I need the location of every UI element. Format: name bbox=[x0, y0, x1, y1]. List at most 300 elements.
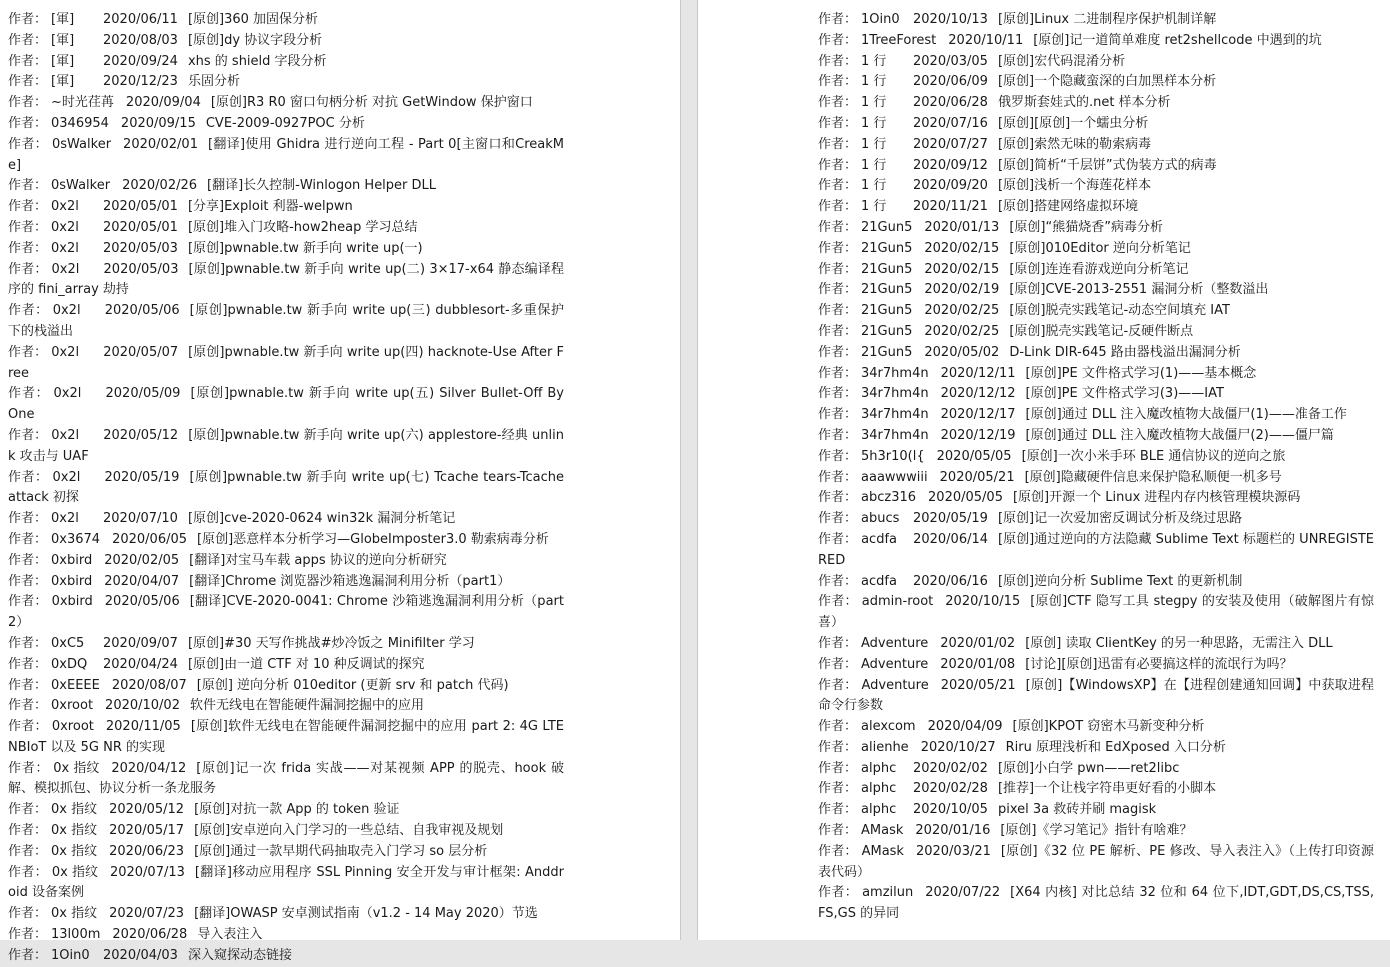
author-label: 作者： bbox=[818, 365, 858, 381]
article-title: [原创]隐藏硬件信息来保护隐私顺便一机多号 bbox=[1024, 469, 1282, 485]
author-label: 作者： bbox=[8, 219, 48, 235]
article-title: [原创]简析“千层饼”式伪装方式的病毒 bbox=[997, 157, 1217, 173]
article-title: [原创]脱壳实践笔记-反硬件断点 bbox=[1009, 323, 1194, 339]
article-entry bbox=[818, 655, 1374, 676]
article-entry bbox=[8, 197, 564, 218]
publish-date: 2020/08/07 bbox=[111, 677, 187, 693]
article-title: CVE-2009-0927POC 分析 bbox=[205, 115, 365, 131]
publish-date: 2020/07/10 bbox=[103, 511, 178, 527]
article-entry bbox=[818, 509, 1374, 530]
author-name: 1 行 bbox=[861, 178, 887, 194]
publish-date: 2020/07/27 bbox=[913, 136, 988, 152]
author-label: 作者： bbox=[8, 469, 49, 485]
author-name: 21Gun5 bbox=[861, 282, 913, 298]
publish-date: 2020/05/01 bbox=[103, 219, 178, 235]
article-title: [原创]CVE-2013-2551 漏洞分析（整数溢出 bbox=[1009, 282, 1269, 298]
author-name: 0x2l bbox=[51, 427, 80, 443]
author-label: 作者： bbox=[818, 32, 858, 48]
author-label: 作者： bbox=[818, 12, 858, 27]
author-name: 0x3674 bbox=[51, 531, 101, 547]
article-entry bbox=[818, 488, 1374, 509]
article-title: [原创]由一道 CTF 对 10 种反调试的探究 bbox=[187, 656, 425, 672]
publish-date: 2020/07/13 bbox=[109, 864, 185, 880]
author-name: 0x 指纹 bbox=[51, 823, 98, 839]
author-name: 0x2l bbox=[51, 344, 80, 360]
author-name: 5h3r10(l{ bbox=[861, 448, 925, 464]
publish-date: 2020/06/14 bbox=[913, 531, 989, 547]
author-name: 21Gun5 bbox=[861, 303, 913, 319]
author-name: 1 行 bbox=[861, 74, 887, 90]
author-label: 作者： bbox=[8, 947, 48, 963]
article-entry bbox=[8, 863, 564, 905]
author-name: 0xroot bbox=[51, 698, 94, 714]
article-title: [原创]记一次 frida 实战——对某视频 APP 的脱壳、hook 破解、模拟抓包、协议分析一条龙服务 bbox=[8, 760, 564, 797]
author-label: 作者： bbox=[8, 719, 48, 735]
article-title: [原创]#30 天写作挑战#炒冷饭之 Minifilter 学习 bbox=[187, 635, 475, 651]
article-title: [原创]PE 文件格式学习(3)——IAT bbox=[1025, 386, 1224, 402]
author-name: 1 行 bbox=[861, 136, 887, 152]
article-entry bbox=[8, 572, 564, 593]
publish-date: 2020/09/07 bbox=[103, 635, 178, 651]
publish-date: 2020/02/28 bbox=[913, 781, 988, 797]
article-title: 导入表注入 bbox=[197, 927, 263, 943]
author-name: 0xDQ bbox=[51, 656, 88, 672]
article-title: [原创]PE 文件格式学习(1)——基本概念 bbox=[1025, 365, 1257, 381]
publish-date: 2020/01/16 bbox=[915, 823, 991, 839]
article-title: [原创]《学习笔记》指针有啥难？ bbox=[1000, 823, 1193, 839]
author-label: 作者： bbox=[8, 115, 48, 131]
publish-date: 2020/06/23 bbox=[109, 843, 185, 859]
author-label: 作者： bbox=[818, 469, 858, 485]
article-title: [原创]小白学 pwn——ret2libc bbox=[997, 760, 1180, 776]
article-title: [翻译]移动应用程序 SSL Pinning 安全开发与审计框架: Anddroid 设备案例 bbox=[8, 864, 564, 901]
article-title: [原创]一个隐藏蛮深的白加黑样本分析 bbox=[997, 74, 1217, 90]
article-title: [原创]脱壳实践笔记-动态空间填充 IAT bbox=[1009, 303, 1230, 319]
author-name: 21Gun5 bbox=[861, 219, 913, 235]
article-entry bbox=[8, 676, 564, 697]
author-name: [軍] bbox=[51, 53, 75, 69]
article-title: [原创]《32 位 PE 解析、PE 修改、导入表注入》（上传打印资源表代码） bbox=[818, 843, 1374, 880]
article-entry bbox=[818, 384, 1374, 405]
publish-date: 2020/02/26 bbox=[122, 178, 198, 194]
author-label: 作者： bbox=[818, 802, 858, 818]
publish-date: 2020/03/21 bbox=[915, 843, 991, 859]
author-label: 作者： bbox=[8, 386, 50, 402]
author-name: 0xC5 bbox=[51, 635, 85, 651]
author-label: 作者： bbox=[818, 594, 858, 610]
author-label: 作者： bbox=[8, 240, 48, 256]
article-entry bbox=[818, 10, 1374, 31]
author-label: 作者： bbox=[8, 698, 48, 714]
publish-date: 2020/03/05 bbox=[913, 53, 988, 69]
article-entry bbox=[818, 364, 1374, 385]
author-label: 作者： bbox=[818, 386, 858, 402]
article-title: [原创]KPOT 窃密木马新变种分析 bbox=[1012, 719, 1205, 735]
author-label: 作者： bbox=[8, 823, 48, 839]
article-title: [原创]pwnable.tw 新手向 write up(七) Tcache tears-Tcache attack 初探 bbox=[8, 469, 564, 506]
publish-date: 2020/04/03 bbox=[103, 947, 178, 963]
publish-date: 2020/05/21 bbox=[939, 469, 1015, 485]
publish-date: 2020/05/12 bbox=[103, 427, 179, 443]
article-entry bbox=[818, 779, 1374, 800]
author-label: 作者： bbox=[8, 199, 48, 215]
author-label: 作者： bbox=[8, 531, 48, 547]
author-name: 21Gun5 bbox=[861, 261, 913, 277]
article-title: [原创]通过 DLL 注入魔改植物大战僵尸(1)——准备工作 bbox=[1025, 407, 1347, 423]
publish-date: 2020/05/03 bbox=[103, 240, 178, 256]
author-name: 0x 指纹 bbox=[53, 760, 100, 776]
article-title: [原创]索然无味的勒索病毒 bbox=[997, 136, 1152, 152]
article-entry bbox=[818, 572, 1374, 593]
article-title: [翻译]长久控制-Winlogon Helper DLL bbox=[207, 178, 437, 194]
author-label: 作者： bbox=[8, 635, 48, 651]
author-label: 作者： bbox=[818, 219, 858, 235]
publish-date: 2020/05/09 bbox=[105, 386, 181, 402]
author-label: 作者： bbox=[818, 240, 858, 256]
article-entry bbox=[818, 405, 1374, 426]
publish-date: 2020/05/05 bbox=[936, 448, 1012, 464]
author-name: 21Gun5 bbox=[861, 240, 913, 256]
publish-date: 2020/05/07 bbox=[103, 344, 179, 360]
author-label: 作者： bbox=[818, 511, 858, 527]
author-label: 作者： bbox=[8, 802, 48, 818]
publish-date: 2020/05/06 bbox=[104, 594, 180, 610]
article-entry bbox=[8, 301, 564, 343]
article-entry bbox=[8, 634, 564, 655]
author-label: 作者： bbox=[818, 261, 858, 277]
author-name: 34r7hm4n bbox=[861, 427, 929, 443]
article-title: 深入窥探动态链接 bbox=[187, 947, 292, 963]
article-entry bbox=[8, 530, 564, 551]
article-title: [原创]软件无线电在智能硬件漏洞挖掘中的应用 part 2: 4G LTE NBIoT 以及 5G NR 的实现 bbox=[8, 719, 564, 755]
author-label: 作者： bbox=[818, 303, 858, 319]
author-name: [軍] bbox=[51, 32, 75, 48]
article-title: 软件无线电在智能硬件漏洞挖掘中的应用 bbox=[189, 698, 424, 714]
author-name: 0xbird bbox=[51, 552, 93, 568]
article-entry bbox=[8, 800, 564, 821]
article-entry bbox=[8, 759, 564, 801]
article-entry bbox=[818, 156, 1374, 177]
author-name: alphc bbox=[861, 781, 897, 797]
publish-date: 2020/02/15 bbox=[924, 261, 1000, 277]
publish-date: 2020/01/02 bbox=[940, 635, 1016, 651]
author-label: 作者： bbox=[818, 677, 858, 693]
article-entry bbox=[8, 717, 564, 759]
publish-date: 2020/05/19 bbox=[913, 511, 988, 527]
author-label: 作者： bbox=[818, 178, 858, 194]
author-name: 1Oin0 bbox=[51, 947, 90, 963]
article-entry bbox=[8, 72, 564, 93]
publish-date: 2020/10/05 bbox=[913, 802, 988, 818]
publish-date: 2020/09/04 bbox=[125, 95, 201, 111]
author-name: [軍] bbox=[51, 74, 75, 90]
article-title: [原创]宏代码混淆分析 bbox=[997, 53, 1126, 69]
publish-date: 2020/02/25 bbox=[924, 303, 1000, 319]
article-entry bbox=[818, 93, 1374, 114]
article-entry bbox=[8, 696, 564, 717]
author-name: 0x2l bbox=[52, 303, 81, 319]
article-title: [X64 内核] 对比总结 32 位和 64 位下,IDT,GDT,DS,CS,TSS,FS,GS 的异同 bbox=[818, 885, 1374, 922]
article-title: [原创]记一道简单难度 ret2shellcode 中遇到的坑 bbox=[1033, 32, 1322, 48]
publish-date: 2020/10/02 bbox=[105, 698, 180, 714]
author-name: amzilun bbox=[862, 885, 914, 901]
author-name: 0x2l bbox=[51, 219, 79, 235]
publish-date: 2020/11/21 bbox=[913, 199, 988, 215]
author-name: abucs bbox=[861, 511, 900, 527]
author-label: 作者： bbox=[8, 864, 48, 880]
publish-date: 2020/01/13 bbox=[924, 219, 1000, 235]
document-page-right bbox=[698, 0, 1390, 940]
article-title: [原创]记一次爱加密反调试分析及绕过思路 bbox=[997, 511, 1243, 527]
author-name: 0xEEEE bbox=[51, 677, 100, 693]
author-label: 作者： bbox=[818, 407, 858, 423]
article-entry bbox=[818, 260, 1374, 281]
entry-list-right bbox=[818, 10, 1374, 925]
entry-list-left bbox=[8, 10, 564, 967]
article-entry bbox=[8, 509, 564, 530]
article-title: [原创] 逆向分析 010editor (更新 srv 和 patch 代码) bbox=[196, 677, 509, 693]
article-entry bbox=[8, 904, 564, 925]
article-title: [原创]dy 协议字段分析 bbox=[187, 32, 323, 48]
article-entry bbox=[8, 925, 564, 946]
author-label: 作者： bbox=[8, 594, 48, 610]
author-label: 作者： bbox=[8, 427, 48, 443]
author-label: 作者： bbox=[8, 136, 48, 152]
author-label: 作者： bbox=[8, 760, 50, 776]
article-title: D-Link DIR-645 路由器栈溢出漏洞分析 bbox=[1009, 344, 1241, 360]
publish-date: 2020/05/17 bbox=[109, 823, 185, 839]
author-name: acdfa bbox=[861, 573, 897, 589]
publish-date: 2020/02/15 bbox=[924, 240, 1000, 256]
article-title: [翻译]对宝马车载 apps 协议的逆向分析研究 bbox=[189, 552, 447, 568]
author-label: 作者： bbox=[818, 739, 858, 755]
article-title: [翻译]OWASP 安卓测试指南（v1.2 - 14 May 2020）节选 bbox=[194, 906, 538, 922]
article-entry bbox=[818, 634, 1374, 655]
article-entry bbox=[818, 842, 1374, 884]
article-entry bbox=[818, 738, 1374, 759]
author-name: alienhe bbox=[861, 739, 909, 755]
article-title: [翻译]使用 Ghidra 进行逆向工程 - Part 0[主窗口和CreakMe] bbox=[8, 136, 564, 173]
document-page-left bbox=[0, 0, 680, 963]
publish-date: 2020/06/28 bbox=[112, 927, 188, 943]
article-title: [原创]cve-2020-0624 win32k 漏洞分析笔记 bbox=[187, 511, 456, 527]
article-entry bbox=[818, 239, 1374, 260]
article-title: xhs 的 shield 字段分析 bbox=[187, 53, 327, 69]
author-name: 1 行 bbox=[861, 115, 887, 131]
author-name: 13l00m bbox=[51, 927, 101, 943]
article-entry bbox=[8, 93, 564, 114]
author-name: 1 行 bbox=[861, 53, 887, 69]
author-label: 作者： bbox=[8, 178, 48, 194]
publish-date: 2020/06/05 bbox=[112, 531, 188, 547]
publish-date: 2020/09/24 bbox=[103, 53, 178, 69]
article-entry bbox=[818, 52, 1374, 73]
author-name: abcz316 bbox=[861, 490, 917, 506]
article-entry bbox=[8, 218, 564, 239]
author-name: 0346954 bbox=[51, 115, 109, 131]
publish-date: 2020/07/16 bbox=[913, 115, 988, 131]
author-name: aaawwwiii bbox=[861, 469, 928, 485]
author-label: 作者： bbox=[8, 656, 48, 672]
author-label: 作者： bbox=[818, 781, 858, 797]
publish-date: 2020/09/12 bbox=[913, 157, 988, 173]
author-label: 作者： bbox=[8, 344, 48, 360]
author-name: 1 行 bbox=[861, 95, 887, 111]
author-label: 作者： bbox=[818, 344, 858, 360]
author-label: 作者： bbox=[818, 323, 858, 339]
article-title: [原创]360 加固保分析 bbox=[187, 12, 319, 27]
author-name: 0x 指纹 bbox=[51, 802, 98, 818]
article-title: [原创]逆向分析 Sublime Text 的更新机制 bbox=[997, 573, 1243, 589]
article-title: [分享]Exploit 利器-welpwn bbox=[187, 199, 353, 215]
author-label: 作者： bbox=[818, 448, 858, 464]
article-title: 俄罗斯套娃式的.net 样本分析 bbox=[997, 95, 1171, 111]
author-name: 34r7hm4n bbox=[861, 407, 929, 423]
publish-date: 2020/02/25 bbox=[924, 323, 1000, 339]
author-name: 0sWalker bbox=[51, 178, 111, 194]
author-name: 34r7hm4n bbox=[861, 365, 929, 381]
article-title: Riru 原理浅析和 EdXposed 入口分析 bbox=[1005, 739, 1226, 755]
publish-date: 2020/07/23 bbox=[109, 906, 185, 922]
article-title: [原创]“熊猫烧香”病毒分析 bbox=[1009, 219, 1163, 235]
article-entry bbox=[8, 52, 564, 73]
author-label: 作者： bbox=[8, 95, 48, 111]
author-name: 1 行 bbox=[861, 157, 887, 173]
author-name: AMask bbox=[861, 823, 904, 839]
author-label: 作者： bbox=[818, 573, 858, 589]
publish-date: 2020/05/01 bbox=[103, 199, 178, 215]
author-label: 作者： bbox=[8, 511, 48, 527]
article-title: [讨论][原创]迅雷有必要搞这样的流氓行为吗？ bbox=[1025, 656, 1293, 672]
author-name: Adventure bbox=[861, 656, 929, 672]
article-title: [原创]一次小米手环 BLE 通信协议的逆向之旅 bbox=[1021, 448, 1286, 464]
author-label: 作者： bbox=[8, 843, 48, 859]
author-label: 作者： bbox=[8, 552, 48, 568]
article-entry bbox=[8, 239, 564, 260]
article-title: [翻译]CVE-2020-0041: Chrome 沙箱逃逸漏洞利用分析（part2） bbox=[8, 594, 564, 631]
article-title: [原创]pwnable.tw 新手向 write up(四) hacknote-Use After Free bbox=[8, 344, 564, 381]
article-title: [原创]对抗一款 App 的 token 验证 bbox=[194, 802, 400, 818]
author-label: 作者： bbox=[8, 677, 48, 693]
article-entry bbox=[8, 468, 564, 510]
article-entry bbox=[8, 384, 564, 426]
author-name: 0xbird bbox=[51, 573, 93, 589]
article-entry bbox=[818, 676, 1374, 718]
author-name: AMask bbox=[861, 843, 904, 859]
author-label: 作者： bbox=[818, 136, 858, 152]
article-title: [推荐]一个让栈字符串更好看的小脚本 bbox=[997, 781, 1217, 797]
author-name: 0x2l bbox=[51, 199, 79, 215]
author-label: 作者： bbox=[8, 573, 48, 589]
publish-date: 2020/12/17 bbox=[940, 407, 1016, 423]
publish-date: 2020/10/15 bbox=[945, 594, 1021, 610]
article-title: [原创]【WindowsXP】在【进程创建通知回调】中获取进程命令行参数 bbox=[818, 677, 1374, 714]
publish-date: 2020/05/12 bbox=[109, 802, 185, 818]
author-name: acdfa bbox=[861, 531, 898, 547]
article-entry bbox=[818, 135, 1374, 156]
author-name: 0x2l bbox=[51, 261, 80, 277]
article-title: [原创]安卓逆向入门学习的一些总结、自我审视及规划 bbox=[194, 823, 504, 839]
article-entry bbox=[8, 114, 564, 135]
article-entry bbox=[8, 31, 564, 52]
article-title: [原创]Linux 二进制程序保护机制详解 bbox=[997, 12, 1217, 27]
author-label: 作者： bbox=[818, 760, 858, 776]
article-entry bbox=[818, 301, 1374, 322]
author-label: 作者： bbox=[818, 74, 858, 90]
article-title: [原创]浅析一个海莲花样本 bbox=[997, 178, 1152, 194]
author-label: 作者： bbox=[818, 531, 858, 547]
article-title: [原创]CTF 隐写工具 stegpy 的安装及使用（破解图片有惊喜） bbox=[818, 594, 1374, 631]
author-name: 1 行 bbox=[861, 199, 887, 215]
article-entry bbox=[818, 343, 1374, 364]
publish-date: 2020/02/05 bbox=[104, 552, 180, 568]
author-name: alphc bbox=[861, 760, 897, 776]
article-entry bbox=[818, 717, 1374, 738]
publish-date: 2020/09/15 bbox=[120, 115, 196, 131]
article-entry bbox=[8, 551, 564, 572]
article-entry bbox=[818, 72, 1374, 93]
author-label: 作者： bbox=[818, 53, 858, 69]
article-entry bbox=[818, 447, 1374, 468]
article-entry bbox=[818, 218, 1374, 239]
publish-date: 2020/04/24 bbox=[103, 656, 178, 672]
author-label: 作者： bbox=[818, 157, 858, 173]
author-label: 作者： bbox=[8, 303, 49, 319]
author-label: 作者： bbox=[818, 199, 858, 215]
author-name: alexcom bbox=[861, 719, 916, 735]
article-title: [原创]连连看游戏逆向分析笔记 bbox=[1009, 261, 1189, 277]
author-label: 作者： bbox=[818, 490, 858, 506]
article-title: [原创]搭建网络虚拟环境 bbox=[997, 199, 1139, 215]
publish-date: 2020/06/09 bbox=[913, 74, 988, 90]
publish-date: 2020/10/13 bbox=[913, 12, 988, 27]
article-entry bbox=[818, 322, 1374, 343]
publish-date: 2020/06/16 bbox=[913, 573, 988, 589]
article-entry bbox=[8, 426, 564, 468]
author-label: 作者： bbox=[818, 95, 858, 111]
article-entry bbox=[818, 759, 1374, 780]
article-title: [原创]pwnable.tw 新手向 write up(五) Silver Bullet-Off By One bbox=[8, 386, 564, 423]
publish-date: 2020/08/03 bbox=[103, 32, 178, 48]
author-label: 作者： bbox=[8, 261, 48, 277]
publish-date: 2020/02/01 bbox=[123, 136, 198, 152]
author-label: 作者： bbox=[818, 282, 858, 298]
article-entry bbox=[8, 946, 564, 967]
author-name: 21Gun5 bbox=[861, 344, 913, 360]
article-entry bbox=[8, 176, 564, 197]
article-entry bbox=[8, 260, 564, 302]
article-title: [原创]pwnable.tw 新手向 write up(二) 3×17-x64 静态编译程序的 fini_array 劫持 bbox=[8, 261, 564, 298]
publish-date: 2020/06/11 bbox=[103, 12, 178, 27]
article-entry bbox=[818, 592, 1374, 634]
article-title: [原创]pwnable.tw 新手向 write up(三) dubblesort-多重保护下的栈溢出 bbox=[8, 303, 564, 339]
article-entry bbox=[818, 468, 1374, 489]
article-entry bbox=[818, 197, 1374, 218]
author-label: 作者： bbox=[818, 427, 858, 443]
article-entry bbox=[8, 10, 564, 31]
author-name: 0x2l bbox=[53, 386, 82, 402]
publish-date: 2020/12/23 bbox=[103, 74, 178, 90]
article-entry bbox=[8, 821, 564, 842]
article-entry bbox=[818, 114, 1374, 135]
publish-date: 2020/11/05 bbox=[105, 719, 181, 735]
publish-date: 2020/06/28 bbox=[913, 95, 988, 111]
publish-date: 2020/01/08 bbox=[940, 656, 1016, 672]
publish-date: 2020/10/11 bbox=[948, 32, 1024, 48]
publish-date: 2020/02/19 bbox=[924, 282, 1000, 298]
author-name: 1TreeForest bbox=[861, 32, 937, 48]
article-title: [原创]pwnable.tw 新手向 write up(一) bbox=[187, 240, 423, 256]
